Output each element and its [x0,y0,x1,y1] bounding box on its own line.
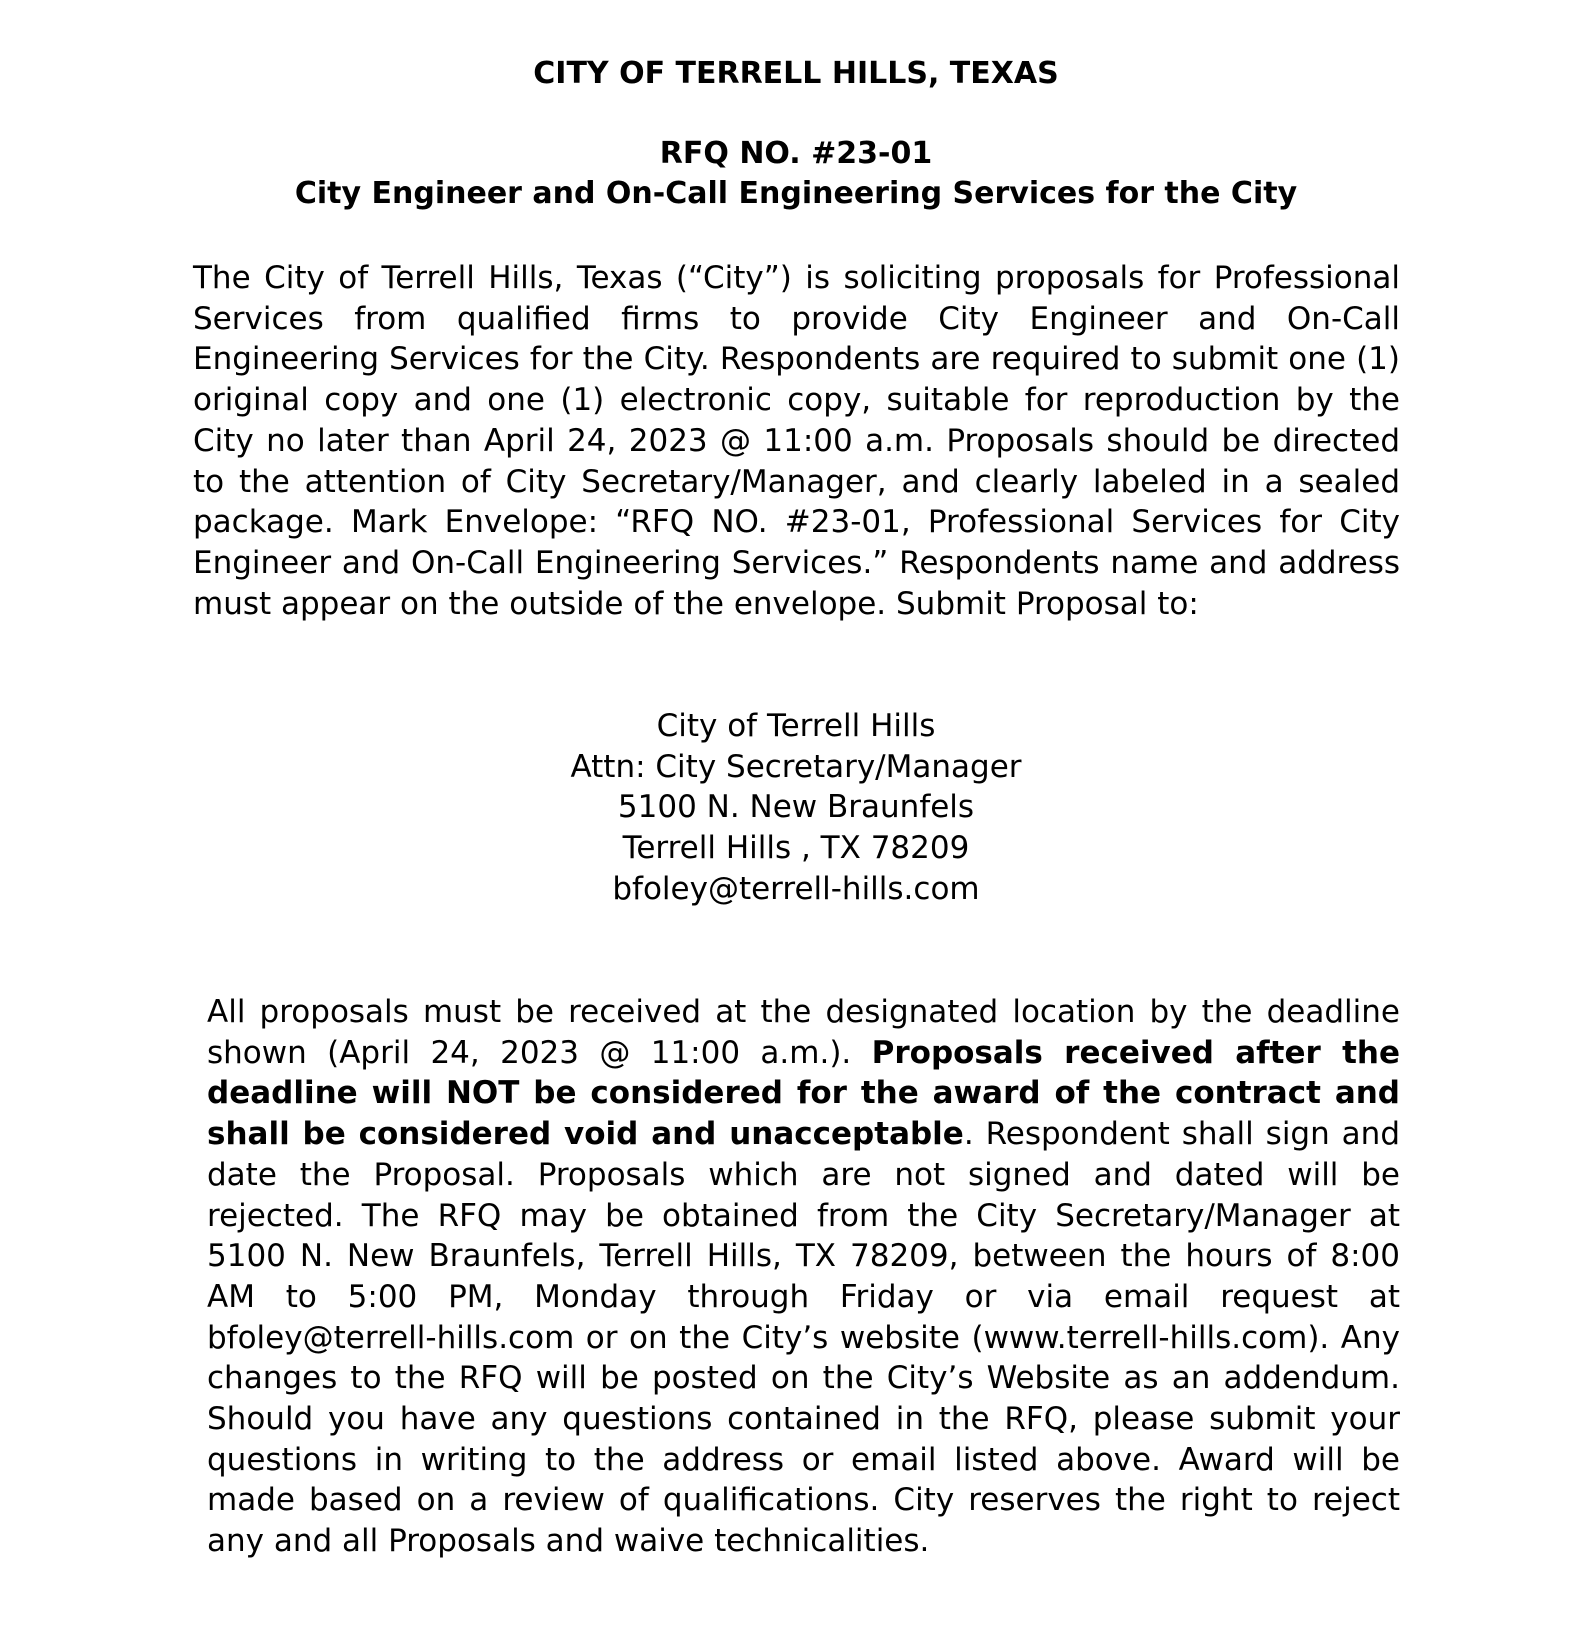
city-title: CITY OF TERRELL HILLS, TEXAS [533,56,1059,91]
rfq-subject: City Engineer and On-Call Engineering Services for the City [294,176,1298,211]
address-street: 5100 N. New Braunfels [617,789,975,826]
address-city-state-zip: Terrell Hills , TX 78209 [622,830,970,867]
deadline-text-before: All proposals must be received at the designated location by the deadline shown (April 24, 2023 @ 11:00 a.m.). [207,994,1400,1071]
deadline-warning: Proposals received after the deadline will NOT be considered for the award of the contract and shall be considered void and unacceptable [207,1034,1400,1153]
address-attn: Attn: City Secretary/Manager [570,748,1022,785]
intro-paragraph: The City of Terrell Hills, Texas (“City”) is soliciting proposals for Professional Services from qualified firms to provide City Engineer and On-Call Engineering Services for the City. Respondents are required to submit one (1) original copy and one (1) electronic copy, suitable for reproduction by the City no later than April 24, 2023 @ 11:00 a.m. Proposals should be directed to the attention of City Secretary/Manager, and clearly labeled in a sealed package. Mark Envelope: “RFQ NO. #23-01, Professional Services for City Engineer and On-Call Engineering Services.” Respondents name and address must appear on the outside of the envelope. Submit Proposal to: [193,260,1400,622]
deadline-paragraph [207,992,1400,1562]
rfq-number: RFQ NO. #23-01 [659,136,933,171]
submission-address [0,706,1592,910]
address-email: bfoley@terrell-hills.com [612,870,980,907]
address-name: City of Terrell Hills [656,708,936,744]
deadline-text-after: . Respondent shall sign and date the Proposal. Proposals which are not signed and dated will be rejected. The RFQ may be obtained from the City Secretary/Manager at 5100 N. New Braunfels, Terrell Hills, TX 78209, between the hours of 8:00 AM to 5:00 PM, Monday through Friday or via email request at bfoley@terrell-hills.com or on the City’s website (www.terrell-hills.com). Any changes to the RFQ will be posted on the City’s Website as an addendum. Should you have any questions contained in the RFQ, please submit your questions in writing to the address or email listed above. Award will be made based on a review of qualifications. City reserves the right to reject any and all Proposals and waive technicalities. [207,1116,1400,1560]
